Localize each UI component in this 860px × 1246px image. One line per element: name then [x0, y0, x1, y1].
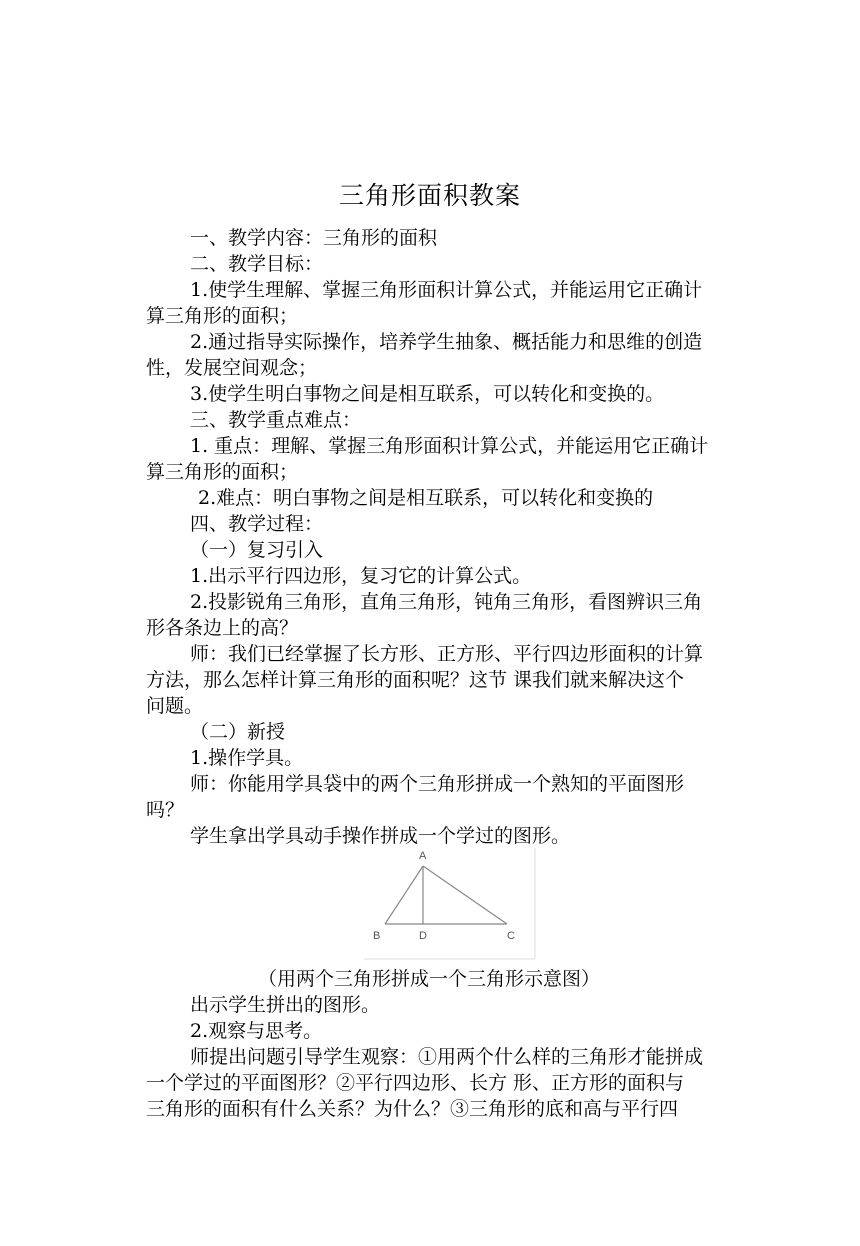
- section-heading: 二、教学目标：: [190, 253, 324, 275]
- figure-caption: （用两个三角形拼成一个三角形示意图）: [258, 968, 601, 990]
- paragraph-line: 问题。: [146, 695, 204, 717]
- section-heading: 三、教学重点难点：: [190, 409, 362, 431]
- paragraph-line: 2.观察与思考。: [190, 1020, 323, 1042]
- vertex-label-a: A: [419, 850, 427, 862]
- paragraph-line: 1.使学生理解、掌握三角形面积计算公式，并能运用它正确计: [190, 279, 703, 301]
- paragraph-line: 1. 重点：理解、掌握三角形面积计算公式，并能运用它正确计: [190, 435, 709, 457]
- triangle-side-ac: [423, 866, 507, 924]
- document-title: 三角形面积教案: [338, 181, 521, 210]
- paragraph-line: 3.使学生明白事物之间是相互联系，可以转化和变换的。: [190, 383, 665, 405]
- vertex-label-b: B: [373, 930, 381, 942]
- paragraph-line: 性，发展空间观念；: [146, 357, 318, 379]
- paragraph-line: 算三角形的面积；: [146, 305, 299, 327]
- paragraph-line: 师：你能用学具袋中的两个三角形拼成一个熟知的平面图形: [190, 773, 685, 795]
- paragraph-line: 三角形的面积有什么关系？为什么？③三角形的底和高与平行四: [146, 1098, 679, 1120]
- paragraph-line: 师：我们已经掌握了长方形、正方形、平行四边形面积的计算: [190, 643, 704, 665]
- paragraph-line: 1.操作学具。: [190, 747, 304, 769]
- paragraph-line: 出示学生拼出的图形。: [190, 994, 381, 1016]
- triangle-diagram: [361, 846, 537, 961]
- paragraph-line: 2.难点：明白事物之间是相互联系，可以转化和变换的: [198, 487, 654, 509]
- paragraph-line: 形各条边上的高？: [146, 617, 299, 639]
- paragraph-line: 2.通过指导实际操作，培养学生抽象、概括能力和思维的创造: [190, 331, 703, 353]
- triangle-side-ab: [385, 866, 423, 924]
- paragraph-line: 方法，那么怎样计算三角形的面积呢？这节 课我们就来解决这个: [146, 669, 685, 691]
- subsection-heading: （一）复习引入: [190, 539, 324, 561]
- vertex-label-d: D: [419, 930, 427, 942]
- section-heading: 四、教学过程：: [190, 513, 324, 535]
- paragraph-line: 师提出问题引导学生观察：①用两个什么样的三角形才能拼成: [190, 1046, 704, 1068]
- paragraph-line: 2.投影锐角三角形，直角三角形，钝角三角形，看图辨识三角: [190, 591, 703, 613]
- vertex-label-c: C: [507, 930, 515, 942]
- paragraph-line: 算三角形的面积；: [146, 461, 299, 483]
- triangle-figure: [361, 846, 537, 961]
- paragraph-line: 一个学过的平面图形？②平行四边形、长方 形、正方形的面积与: [146, 1072, 685, 1094]
- section-heading: 一、教学内容：三角形的面积: [190, 227, 438, 249]
- paragraph-line: 学生拿出学具动手操作拼成一个学过的图形。: [190, 825, 571, 847]
- subsection-heading: （二）新授: [190, 721, 286, 743]
- paragraph-line: 吗？: [146, 799, 185, 821]
- paragraph-line: 1.出示平行四边形，复习它的计算公式。: [190, 565, 532, 587]
